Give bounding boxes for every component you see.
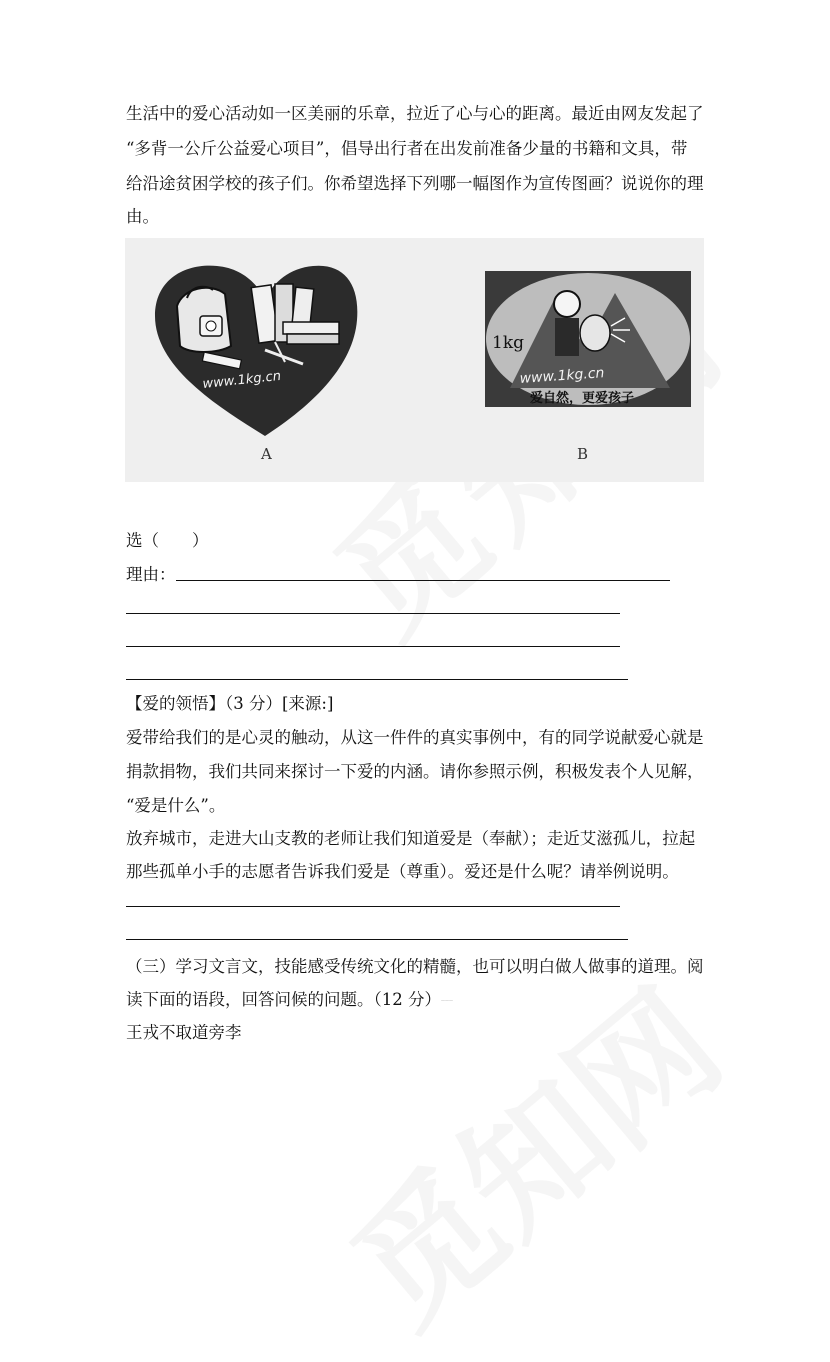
paragraph-line: “爱是什么”。	[126, 796, 226, 815]
paragraph-line: 爱带给我们的是心灵的触动，从这一件件的真实事例中，有的同学说献爱心就是	[126, 728, 704, 747]
answer-line[interactable]	[126, 613, 620, 614]
poster-b-slogan: 爱自然，更爱孩子	[530, 391, 635, 406]
heart-poster-a	[155, 266, 357, 436]
paragraph-line: 生活中的爱心活动如一区美丽的乐章，拉近了心与心的距离。最近由网友发起了	[126, 104, 704, 123]
paragraph-line: 那些孤单小手的志愿者告诉我们爱是（尊重）。爱还是什么呢？请举例说明。	[126, 862, 679, 881]
select-label: 选（ ）	[126, 531, 209, 550]
passage-title: 王戎不取道旁李	[126, 1023, 242, 1042]
caption-b: B	[577, 445, 589, 463]
poster-b-url: www.1kg.cn	[519, 365, 605, 387]
tiny-mark: ———	[441, 997, 453, 1003]
paragraph-line: 给沿途贫困学校的孩子们。你希望选择下列哪一幅图作为宣传图画？说说你的理	[126, 174, 704, 193]
backpack-icon	[177, 287, 231, 352]
poster-illustrations	[125, 238, 704, 482]
poster-a-url: www.1kg.cn	[201, 368, 282, 392]
reason-label: 理由：	[126, 565, 176, 584]
answer-line[interactable]	[176, 580, 670, 581]
answer-line[interactable]	[126, 679, 628, 680]
paragraph-line: 由。	[126, 207, 159, 226]
answer-line[interactable]	[126, 646, 620, 647]
poster-figure	[125, 238, 704, 482]
paragraph-line: （三）学习文言文，技能感受传统文化的精髓，也可以明白做人做事的道理。阅	[126, 957, 704, 976]
answer-line[interactable]	[126, 906, 620, 907]
poster-b-number: 1kg	[492, 333, 524, 353]
paragraph-line: “多背一公斤公益爱心项目”，倡导出行者在出发前准备少量的书籍和文具，带	[126, 139, 688, 158]
answer-line[interactable]	[126, 939, 628, 940]
paragraph-text: 读下面的语段，回答问候的问题。（12 分）	[126, 990, 441, 1009]
paragraph-line: 捐款捐物，我们共同来探讨一下爱的内涵。请你参照示例，积极发表个人见解，	[126, 762, 704, 781]
section-heading: 【爱的领悟】（3 分）[来源:]	[126, 694, 334, 713]
poster-b	[485, 271, 691, 407]
paragraph-line	[126, 990, 453, 1011]
paragraph-line: 放弃城市，走进大山支教的老师让我们知道爱是（奉献）；走近艾滋孤儿，拉起	[126, 829, 696, 848]
caption-a: A	[261, 445, 272, 463]
